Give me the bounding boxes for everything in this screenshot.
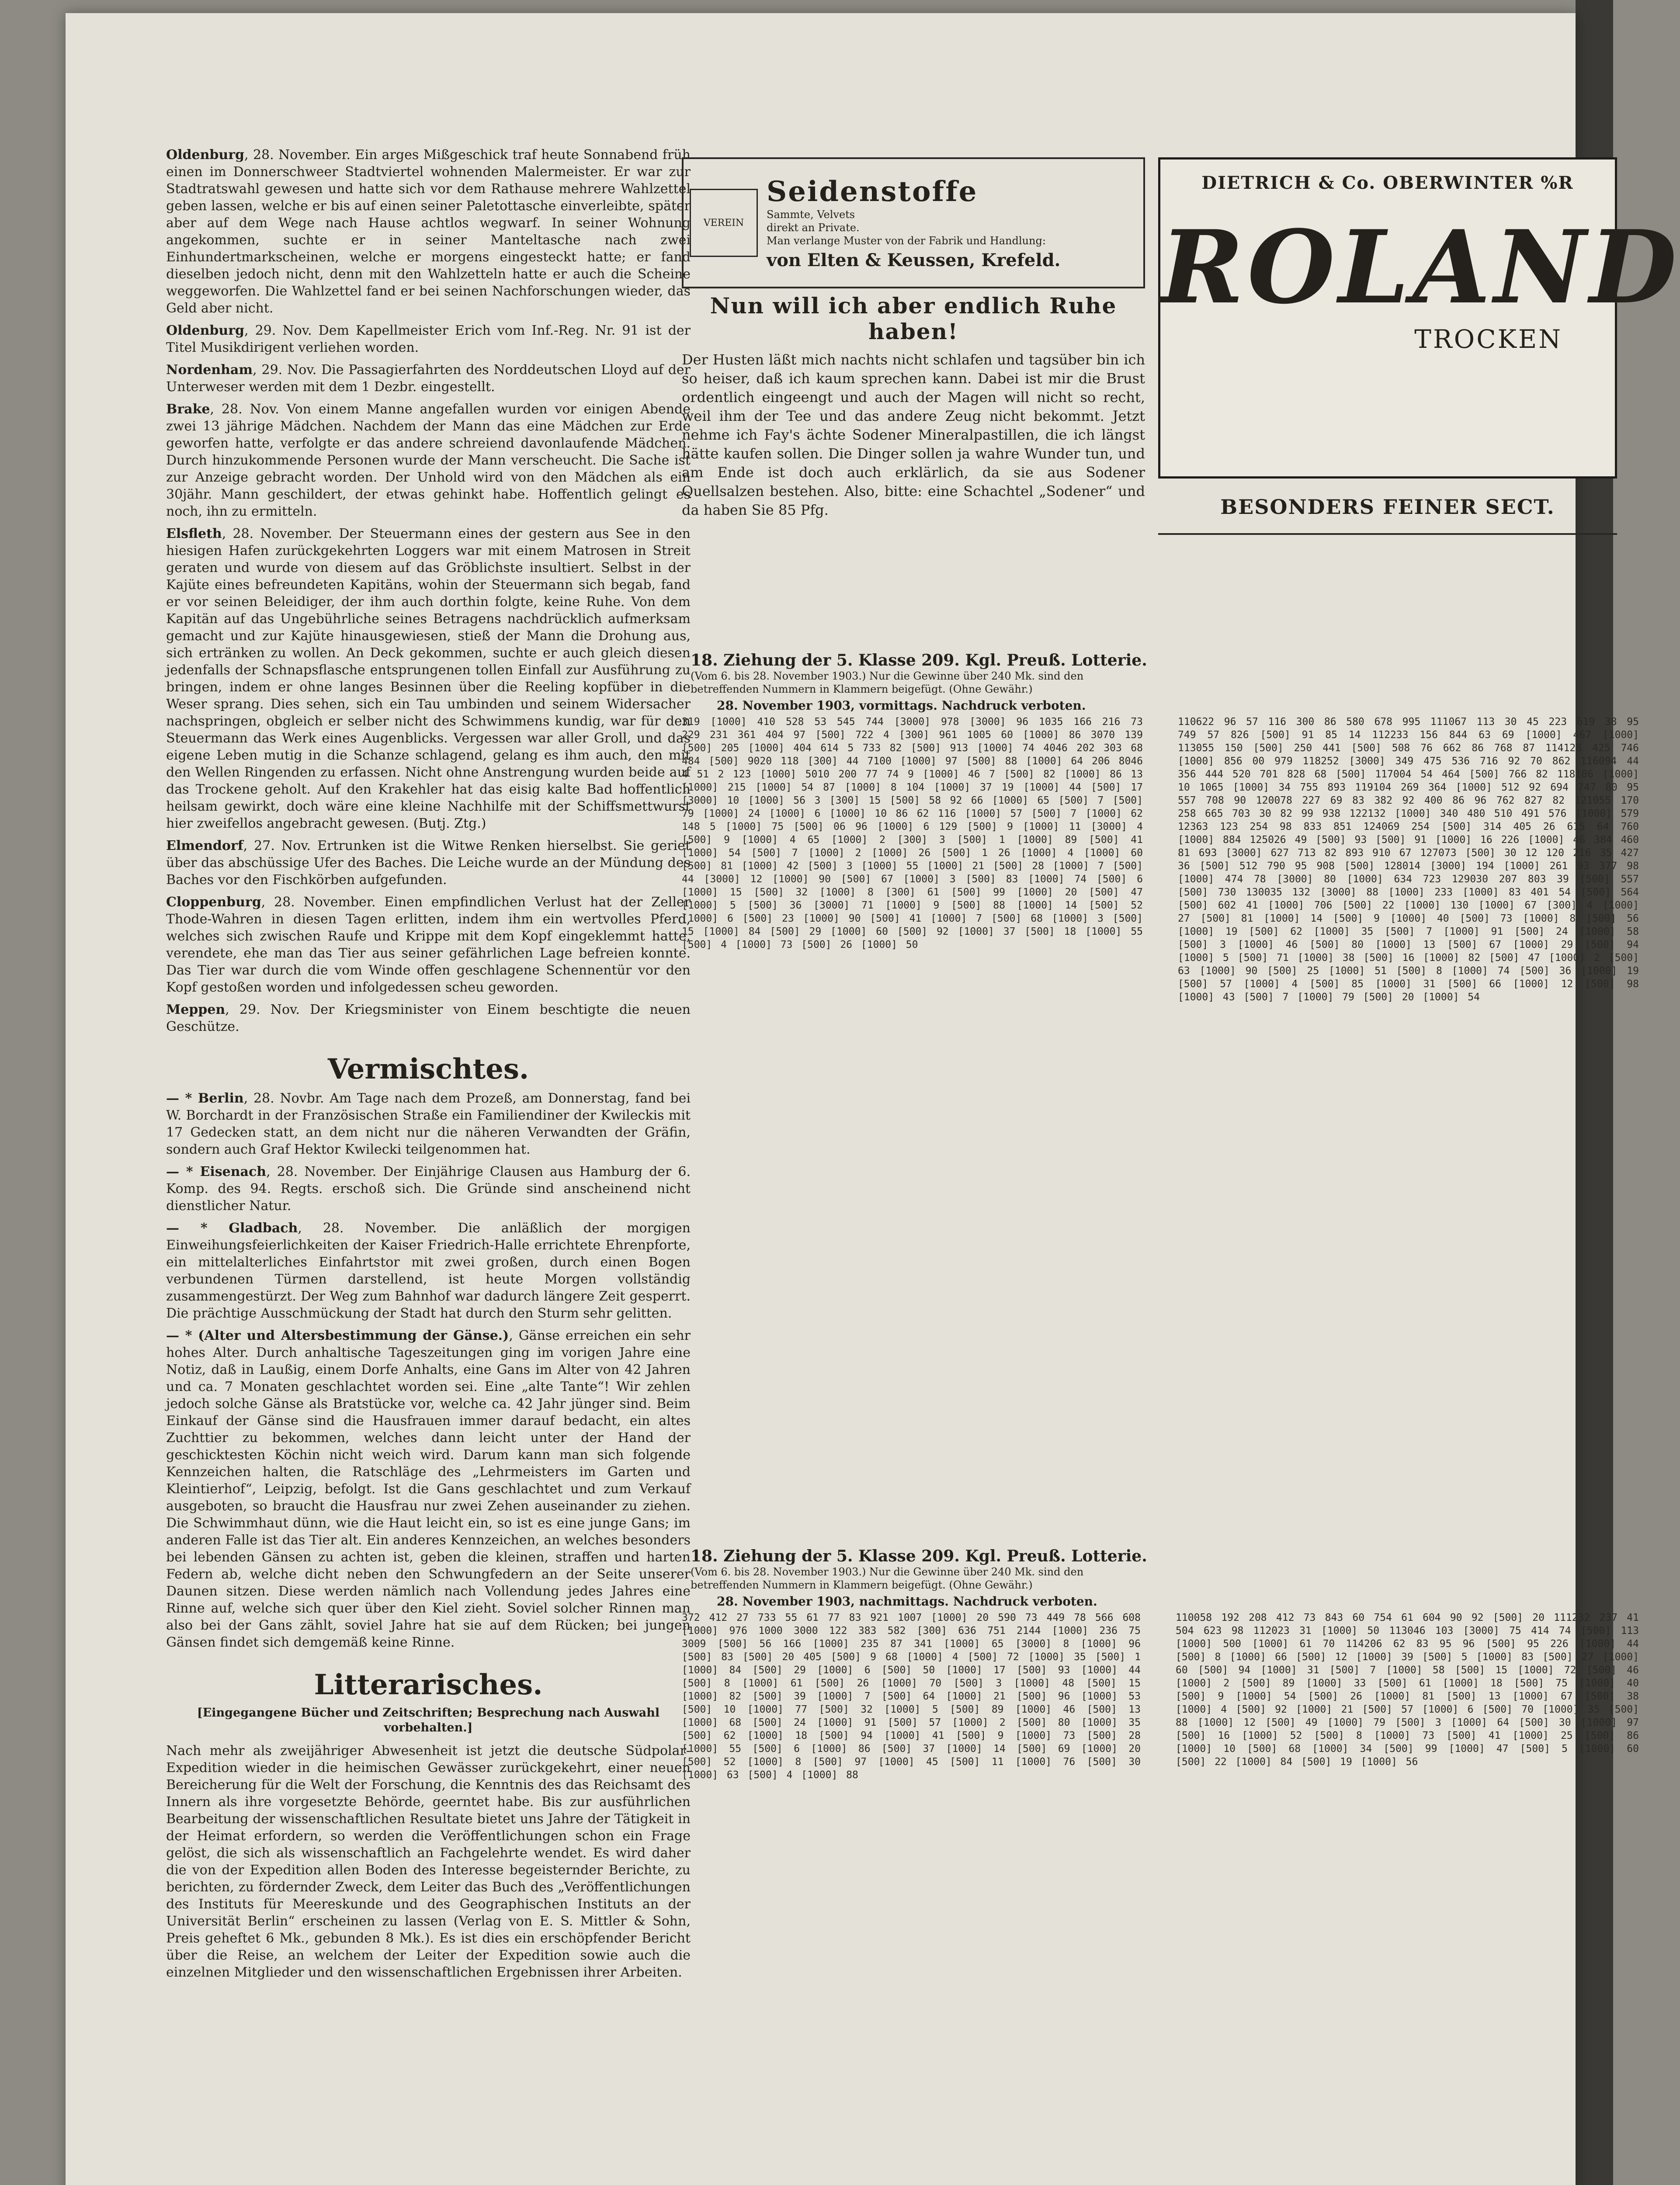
- news-item: Nordenham, 29. Nov. Die Passagierfahrten des Norddeutschen Lloyd auf der Unterweser werden mit dem 1 Dezbr. eingestellt.: [166, 362, 691, 395]
- lottery-morning-numbers-left: 319 [1000] 410 528 53 545 744 [3000] 978 [3000] 96 1035 166 216 73 229 231 361 404 97 [500] 722 4 [300] 961 1005 60 [1000] 86 3070 139 [500] 205 [1000] 404 614 5 733 82 [500] 913 [1000] 74 4046 202 303 68 484 [500] 9020 118 [300] 44 7100 [1000] 97 [500] 88 [1000] 64 206 8046 4 51 2 123 [1000] 5010 200 77 74 9 [1000] 46 7 [500] 82 [1000] 86 13 [1000] 215 [1000] 54 87 [1000] 8 104 [1000] 37 19 [1000] 44 [500] 17 [3000] 10 [1000] 56 3 [300] 15 [500] 58 92 66 [1000] 65 [500] 7 [500] 79 [1000] 24 [1000] 6 [1000] 10 86 62 116 [1000] 57 [500] 7 [1000] 62 148 5 [1000] 75 [500] 06 96 [1000] 6 129 [500] 9 [1000] 11 [3000] 4 [500] 9 [1000] 4 65 [1000] 2 [300] 3 [500] 1 [1000] 89 [500] 41 [1000] 54 [500] 7 [1000] 2 [1000] 26 [500] 1 26 [1000] 4 [1000] 60 [500] 81 [1000] 42 [500] 3 [1000] 55 [1000] 21 [500] 28 [1000] 7 [500] 44 [3000] 12 [1000] 90 [500] 67 [1000] 3 [500] 83 [1000] 74 [500] 6 [1000] 15 [500] 32 [1000] 8 [300] 61 [500] 99 [1000] 20 [500] 47 [1000] 5 [500] 36 [3000] 71 [1000] 9 [500] 88 [1000] 14 [500] 52 [1000] 6 [500] 23 [1000] 90 [500] 41 [1000] 7 [500] 68 [1000] 3 [500] 15 [1000] 84 [500] 29 [1000] 60 [500] 92 [1000] 37 [500] 18 [1000] 55 [500] 4 [1000] 73 [500] 26 [1000] 50: [682, 716, 1143, 950]
- roland-top: DIETRICH & Co. OBERWINTER %R: [1201, 173, 1574, 193]
- news-item: — * (Alter und Altersbestimmung der Gänse.), Gänse erreichen ein sehr hohes Alter. Durch anhaltische Tageszeitungen ging im vorigen Jahre eine Notiz, daß in Laußig, einem Dorfe Anhalts, eine Gans im Alter von 42 Jahren und ca. 7 Monaten geschlachtet worden sei. Eine „alte Tante“! Wir zehlen jedoch solche Gänse als Bratstücke vor, welche ca. 42 Jahr jünger sind. Beim Einkauf der Gänse sind die Hausfrauen immer darauf bedacht, ein altes Zuchttier zu bekommen, welches dann leicht unter der Hand der geschicktesten Köchin nicht weich wird. Darum kann man sich folgende Kennzeichen halten, die Ratschläge des „Lehrmeisters im Garten und Kleintierhof“, Leipzig, befolgt. Ist die Gans geschlachtet und zum Verkauf ausgeboten, so braucht die Hausfrau nur zwei Zehen auseinander zu ziehen. Die Schwimmhaut dünn, wie die Haut leicht ein, so ist es eine junge Gans; im anderen Falle ist das Tier alt. Ein anderes Kennzeichen, an welches besonders bei lebenden Gänsen zu achten ist, geben die kleinen, straffen und harten Federn ab, welche dicht neben den Schwungfedern an der Seite unserer Daunen sitzen. Diese werden nämlich nach Vollendung jedes Jahres eine Rinne auf, welche sich quer über den Kiel zieht. Soviel solcher Rinnen man also bei der Gans zählt, soviel Jahre hat sie auf dem Rücken; bei jungen Gänsen findet sich demgemäß keine Rinne.: [166, 1328, 691, 1650]
- news-place: Elsfleth: [166, 526, 222, 541]
- news-text: 28. November. Der Steuermann eines der gestern aus See in den hiesigen Hafen zurückgekehrten Loggers war mit einem Matrosen in Streit geraten und wurde von diesem auf das Gröblichste insultiert. Selbst in der Kajüte eines befreundeten Kapitäns, wohin der Steuermann sich begab, fand er vor seinen Beleidiger, der ihm auch dorthin folgte, keine Ruhe. Von dem Kapitän auf das Ungebührliche seines Betragens nachdrücklich aufmerksam gemacht und zur Kajüte hinausgewiesen, stieß der Mann die Drohung aus, sich ertränken zu wollen. An Deck gekommen, suchte er auch gleich diesen jedenfalls der Schnapsflasche entsprungenen tollen Einfall zur Ausführung zu bringen, indem er ohne langes Besinnen über die Reeling kopfüber in die Weser sprang. Dies sehen, sich ein Tau umbinden und seinem Widersacher nachspringen, obgleich er selber nicht des Schwimmens kundig, war für den Steuermann das Werk eines Augenblicks. Vergessen war aller Groll, und das eigene Leben mutig in die Schanze schlagend, gelang es ihm auch, den mit den Wellen Ringenden zu erfassen. Nicht ohne Anstrengung wurden beide auf das Trockene geholt. Auf den Krakehler hat das eisig kalte Bad hoffentlich heilsam gewirkt, doch wäre eine kleine Nachhilfe mit der Schiffsmettwurst hier zweifellos angebracht gewesen. (Butj. Ztg.): [166, 526, 691, 831]
- litterarisches-subheading: [Eingegangene Bücher und Zeitschriften; Besprechung nach Auswahl vorbehalten.]: [197, 1706, 660, 1734]
- news-text: 27. Nov. Ertrunken ist die Witwe Renken hierselbst. Sie geriet über das abschüssige Ufer des Baches. Die Leiche wurde an der Mündung des Baches vor den Fischkörben aufgefunden.: [166, 838, 691, 888]
- lottery-afternoon-numbers-right: 110058 192 208 412 73 843 60 754 61 604 90 92 [500] 20 111232 237 41 504 623 98 112023 31 [1000] 50 113046 103 [3000] 75 414 74 [500] 113 [1000] 500 [1000] 61 70 114206 62 83 95 96 [500] 95 226 [1000] 44 [500] 8 [1000] 66 [500] 12 [1000] 39 [500] 5 [1000] 83 [500] 27 [1000] 60 [500] 94 [1000] 31 [500] 7 [1000] 58 [500] 15 [1000] 72 [500] 46 [1000] 2 [500] 89 [1000] 33 [500] 61 [1000] 18 [500] 75 [1000] 40 [500] 9 [1000] 54 [500] 26 [1000] 81 [500] 13 [1000] 67 [500] 38 [1000] 4 [500] 92 [1000] 21 [500] 57 [1000] 6 [500] 70 [1000] 35 [500] 88 [1000] 12 [500] 49 [1000] 79 [500] 3 [1000] 64 [500] 30 [1000] 97 [500] 16 [1000] 52 [500] 8 [1000] 73 [500] 41 [1000] 25 [500] 86 [1000] 10 [500] 68 [1000] 34 [500] 99 [1000] 47 [500] 5 [1000] 60 [500] 22 [1000] 84 [500] 19 [1000] 56: [1176, 1612, 1639, 1768]
- news-text: Gänse erreichen ein sehr hohes Alter. Durch anhaltische Tageszeitungen ging im vorigen Jahre eine Notiz, daß in Laußig, einem Dorfe Anhalts, eine Gans im Alter von 42 Jahren und ca. 7 Monaten geschlachtet worden sei. Eine „alte Tante“! Wir zehlen jedoch solche Gänse als Bratstücke vor, welche ca. 42 Jahr jünger sind. Beim Einkauf der Gänse sind die Hausfrauen immer darauf bedacht, ein altes Zuchttier zu bekommen, welches dann leicht unter der Hand der geschicktesten Köchin nicht weich wird. Darum kann man sich folgende Kennzeichen halten, die Ratschläge des „Lehrmeisters im Garten und Kleintierhof“, Leipzig, befolgt. Ist die Gans geschlachtet und zum Verkauf ausgeboten, so braucht die Hausfrau nur zwei Zehen auseinander zu ziehen. Die Schwimmhaut dünn, wie die Haut leicht ein, so ist es eine junge Gans; im anderen Falle ist das Tier alt. Ein anderes Kennzeichen, an welches besonders bei lebenden Gänsen zu achten ist, geben die kleinen, straffen und harten Federn ab, welche dicht neben den Schwungfedern an der Seite unserer Daunen sitzen. Diese werden nämlich nach Vollendung jedes Jahres eine Rinne auf, welche sich quer über den Kiel zieht. Soviel solcher Rinnen man also bei der Gans zählt, soviel Jahre hat sie auf dem Rücken; bei jungen Gänsen findet sich demgemäß keine Rinne.: [166, 1328, 691, 1650]
- section-heading-litterarisches: Litterarisches.: [314, 1668, 543, 1701]
- news-text: 28. November. Ein arges Mißgeschick traf heute Sonnabend früh einen im Donnerschweer Stadtviertel wohnenden Malermeister. Er war zur Stadtratswahl gewesen und hatte sich vor dem Rathause mehrere Wahlzettel geben lassen, welche er bis auf einen seiner Paletottasche einverleibte, später aber auf dem Wege nach Hause achtlos wegwarf. In seiner Wohnung angekommen, suchte er in seiner Manteltasche nach zwei Einhundertmarkscheinen, welche er morgens eingesteckt hatte; er fand dieselben jedoch nicht, denn mit den Wahlzetteln hatte er auch die Scheine weggeworfen. Die Wahlzettel fand er bei seinen Nachforschungen wieder, das Geld aber nicht.: [166, 147, 691, 316]
- news-place: — * Berlin: [166, 1091, 244, 1106]
- news-text: 29. Nov. Der Kriegsminister von Einem beschtigte die neuen Geschütze.: [166, 1002, 691, 1034]
- news-text: 29. Nov. Dem Kapellmeister Erich vom Inf.-Reg. Nr. 91 ist der Titel Musikdirigent verliehen worden.: [166, 323, 691, 355]
- lottery-afternoon-note: (Vom 6. bis 28. November 1903.) Nur die Gewinne über 240 Mk. sind den betreffenden Nummern in Klammern beigefügt. (Ohne Gewähr.): [691, 1566, 1084, 1591]
- news-text: 29. Nov. Die Passagierfahrten des Norddeutschen Lloyd auf der Unterweser werden mit dem 1 Dezbr. eingestellt.: [166, 362, 691, 395]
- roland-brand: ROLAND: [1160, 208, 1680, 326]
- news-item: Elsfleth, 28. November. Der Steuermann eines der gestern aus See in den hiesigen Hafen zurückgekehrten Loggers war mit einem Matrosen in Streit geraten und wurde von diesem auf das Gröblichste insultiert. Selbst in der Kajüte eines befreundeten Kapitäns, wohin der Steuermann sich begab, fand er vor seinen Beleidiger, der ihm auch dorthin folgte, keine Ruhe. Von dem Kapitän auf das Ungebührliche seines Betragens nachdrücklich aufmerksam gemacht und zur Kajüte hinausgewiesen, stieß der Mann die Drohung aus, sich ertränken zu wollen. An Deck gekommen, suchte er auch gleich diesen jedenfalls der Schnapsflasche entsprungenen tollen Einfall zur Ausführung zu bringen, indem er ohne langes Besinnen über die Reeling kopfüber in die Weser sprang. Dies sehen, sich ein Tau umbinden und seinem Widersacher nachspringen, obgleich er selber nicht des Schwimmens kundig, war für den Steuermann das Werk eines Augenblicks. Vergessen war aller Groll, und das eigene Leben mutig in die Schanze schlagend, gelang es ihm auch, den mit den Wellen Ringenden zu erfassen. Nicht ohne Anstrengung wurden beide auf das Trockene geholt. Auf den Krakehler hat das eisig kalte Bad hoffentlich heilsam gewirkt, doch wäre eine kleine Nachhilfe mit der Schiffsmettwurst hier zweifellos angebracht gewesen. (Butj. Ztg.): [166, 526, 691, 831]
- left-column: [166, 146, 691, 2185]
- vermischtes-section: [166, 1053, 691, 1651]
- news-item: Elmendorf, 27. Nov. Ertrunken ist die Witwe Renken hierselbst. Sie geriet über das abschüssige Ufer des Baches. Die Leiche wurde an der Mündung des Baches vor den Fischkörben aufgefunden.: [166, 838, 691, 888]
- seide-ad-text: [767, 175, 1060, 271]
- logo-text: VEREIN: [703, 217, 744, 229]
- news-place: Elmendorf: [166, 838, 243, 853]
- news-place: Oldenburg: [166, 323, 244, 338]
- sodener-heading: Nun will ich aber endlich Ruhe haben!: [710, 293, 1117, 344]
- right-column: [1141, 157, 1680, 2185]
- sodener-ad: [682, 293, 1145, 638]
- roland-ad: [1158, 157, 1680, 479]
- lottery-morning-note: (Vom 6. bis 28. November 1903.) Nur die Gewinne über 240 Mk. sind den betreffenden Nummern in Klammern beigefügt. (Ohne Gewähr.): [691, 670, 1084, 695]
- news-place: Nordenham: [166, 362, 253, 378]
- news-item: Oldenburg, 29. Nov. Dem Kapellmeister Erich vom Inf.-Reg. Nr. 91 ist der Titel Musikdirigent verliehen worden.: [166, 323, 691, 355]
- news-text: 28. Novbr. Am Tage nach dem Prozeß, am Donnerstag, fand bei W. Borchardt in der Französischen Straße ein Familiendiner der Kwileckis mit 17 Gedecken statt, an dem nicht nur die näheren Verwandten der Gräfin, sondern auch Graf Hektor Kwilecki teilgenommen hat.: [166, 1091, 691, 1157]
- seide-firm: von Elten & Keussen, Krefeld.: [767, 250, 1061, 271]
- news-place: — * Eisenach: [166, 1164, 267, 1179]
- news-place: — * (Alter und Altersbestimmung der Gänse.): [166, 1328, 509, 1343]
- news-item: Oldenburg, 28. November. Ein arges Mißgeschick traf heute Sonnabend früh einen im Donnerschweer Stadtviertel wohnenden Malermeister. Er war zur Stadtratswahl gewesen und hatte sich vor dem Rathause mehrere Wahlzettel geben lassen, welche er bis auf einen seiner Paletottasche einverleibte, später aber auf dem Wege nach Hause achtlos wegwarf. In seiner Wohnung angekommen, suchte er in seiner Manteltasche nach zwei Einhundertmarkscheinen, welche er morgens eingesteckt hatte; er fand dieselben jedoch nicht, denn mit den Wahlzetteln hatte er auch die Scheine weggeworfen. Die Wahlzettel fand er bei seinen Nachforschungen wieder, das Geld aber nicht.: [166, 147, 691, 316]
- seide-line3: Man verlange Muster von der Fabrik und Handlung:: [767, 235, 1046, 247]
- lottery-afternoon-date: 28. November 1903, nachmittags. Nachdruck verboten.: [717, 1594, 1097, 1609]
- litterarisches-section: [166, 1668, 691, 1981]
- news-item: — * Eisenach, 28. November. Der Einjährige Clausen aus Hamburg der 6. Komp. des 94. Regts. erschoß sich. Die Gründe sind anscheinend nicht dienstlicher Natur.: [166, 1164, 691, 1214]
- news-text: 28. Nov. Von einem Manne angefallen wurden vor einigen Abende zwei 13 jährige Mädchen. Nachdem der Mann das eine Mädchen zur Erde geworfen hatte, verfolgte er das andere schreiend davonlaufende Mädchen. Durch hinzukommende Personen wurde der Mann verscheucht. Die Sache ist zur Anzeige gebracht worden. Der Unhold wird von den Mädchen als ein 30jähr. Mann geschildert, der etwas gehinkt habe. Hoffentlich gelingt es noch, ihn zu ermitteln.: [166, 402, 691, 519]
- news-place: Cloppenburg: [166, 895, 261, 910]
- news-item: — * Gladbach, 28. November. Die anläßlich der morgigen Einweihungsfeierlichkeiten der Kaiser Friedrich-Halle errichtete Ehrenpforte, ein mittelalterliches Einfahrtstor mit zwei großen, durch einen Bogen verbundenen Türmen darstellend, ist heute Morgen vollständig zusammengestürzt. Der Weg zum Bahnhof war dadurch längere Zeit gesperrt. Die prächtige Ausschmückung der Stadt hat durch den Sturm sehr gelitten.: [166, 1221, 691, 1321]
- seidenstoffe-ad: [682, 157, 1145, 288]
- news-text: 28. November. Einen empfindlichen Verlust hat der Zeller Thode-Wahren in diesen Tagen erlitten, indem ihm ein wertvolles Pferd, welches sich zwischen Raufe und Krippe mit dem Kopf eingeklemmt hatte, verendete, ehe man das Tier aus seiner gefährlichen Lage befreien konnte. Das Tier war durch die vom Winde offen geschlagene Schennentür vor den Kopf gestoßen worden und infolgedessen scheu geworden.: [166, 895, 691, 995]
- lottery-morning-heading: 18. Ziehung der 5. Klasse 209. Kgl. Preuß. Lotterie.: [691, 651, 1147, 669]
- news-item: Cloppenburg, 28. November. Einen empfindlichen Verlust hat der Zeller Thode-Wahren in diesen Tagen erlitten, indem ihm ein wertvolles Pferd, welches sich zwischen Raufe und Krippe mit dem Kopf eingeklemmt hatte, verendete, ehe man das Tier aus seiner gefährlichen Lage befreien konnte. Das Tier war durch die vom Winde offen geschlagene Schennentür vor den Kopf gestoßen worden und infolgedessen scheu geworden.: [166, 895, 691, 995]
- vermischtes-list: [166, 1090, 691, 1651]
- section-heading-vermischtes: Vermischtes.: [327, 1053, 529, 1086]
- lottery-afternoon-heading: 18. Ziehung der 5. Klasse 209. Kgl. Preuß. Lotterie.: [691, 1547, 1147, 1565]
- news-item: Meppen, 29. Nov. Der Kriegsminister von Einem beschtigte die neuen Geschütze.: [166, 1002, 691, 1034]
- news-place: Brake: [166, 402, 210, 417]
- seide-line2: direkt an Private.: [767, 222, 860, 234]
- news-list: [166, 146, 691, 1035]
- sodener-text: Der Husten läßt mich nachts nicht schlafen und tagsüber bin ich so heiser, daß ich kaum sprechen kann. Dabei ist mir die Brust ordentlich eingeengt und auch der Magen will nicht so recht, weil ihm der Tee und das andere Zeug nicht bekommt. Jetzt nehme ich Fay's ächte Sodener Mineralpastillen, die ich längst hätte kaufen sollen. Die Dinger sollen ja wahre Wunder tun, und am Ende ist doch auch erklärlich, da sie aus Sodener Quellsalzen bestehen. Also, bitte: eine Schachtel „Sodener“ und da haben Sie 85 Pfg.: [682, 351, 1145, 518]
- news-place: — * Gladbach: [166, 1221, 298, 1236]
- lottery-afternoon-numbers-left: 372 412 27 733 55 61 77 83 921 1007 [1000] 20 590 73 449 78 566 608 [1000] 976 1000 3000 122 383 582 [300] 636 751 2144 [1000] 236 75 3009 [500] 56 166 [1000] 235 87 341 [1000] 65 [3000] 8 [1000] 96 [500] 83 [500] 20 405 [500] 9 68 [1000] 4 [500] 72 [1000] 35 [500] 1 [1000] 84 [500] 29 [1000] 6 [500] 50 [1000] 17 [500] 93 [1000] 44 [500] 8 [1000] 61 [500] 26 [1000] 70 [500] 3 [1000] 48 [500] 15 [1000] 82 [500] 39 [1000] 7 [500] 64 [1000] 21 [500] 96 [1000] 53 [500] 10 [1000] 77 [500] 32 [1000] 5 [500] 89 [1000] 46 [500] 13 [1000] 68 [500] 24 [1000] 91 [500] 57 [1000] 2 [500] 80 [1000] 35 [500] 62 [1000] 18 [500] 94 [1000] 41 [500] 9 [1000] 73 [500] 28 [1000] 55 [500] 6 [1000] 86 [500] 37 [1000] 14 [500] 69 [1000] 20 [500] 52 [1000] 8 [500] 97 [1000] 45 [500] 11 [1000] 76 [500] 30 [1000] 63 [500] 4 [1000] 88: [682, 1612, 1141, 1781]
- lottery-morning-date: 28. November 1903, vormittags. Nachdruck verboten.: [717, 698, 1086, 713]
- roland-caption: BESONDERS FEINER SECT.: [1158, 481, 1617, 535]
- news-text: 28. November. Der Einjährige Clausen aus Hamburg der 6. Komp. des 94. Regts. erschoß sich. Die Gründe sind anscheinend nicht dienstlicher Natur.: [166, 1164, 691, 1214]
- news-place: Meppen: [166, 1002, 226, 1017]
- news-place: Oldenburg: [166, 147, 244, 163]
- newspaper-page: [66, 13, 1680, 2185]
- crown-logo-icon: [690, 189, 758, 257]
- litterarisches-text: Nach mehr als zweijähriger Abwesenheit ist jetzt die deutsche Südpolar-Expedition wieder in die heimischen Gewässer zurückgekehrt, einer neuen Bereicherung für die Welt der Forschung, die Kenntnis des das Reichsamt des Innern als ihre vorgesetzte Behörde, geerntet habe. Bis zur ausführlichen Bearbeitung der wissenschaftlichen Resultate bietet uns Jahre der Tätigkeit in der Heimat erfordern, so werden die Veröffentlichungen schon ein Frage gelöst, die sich als wissenschaftlich an Fachgelehrte wendet. Es wird daher die von der Expedition allen Boden des Interesse begeisternder Berichte, zu berichten, zu fördernder Zweck, dem Leiter das Buch des „Veröffentlichungen des Instituts für Meereskunde und des Geographischen Instituts an der Universität Berlin“ erscheinen zu lassen (Verlag von E. S. Mittler & Sohn, Preis geheftet 6 Mk., gebunden 8 Mk.). Es ist dies ein erschöpfender Bericht über die Reise, an welchem der Leiter der Expedition sowie auch die einzelnen Mitglieder und den wissenschaftlichen Ergebnissen ihrer Arbeiten.: [166, 1743, 691, 1980]
- roland-sub: TROCKEN: [1414, 324, 1562, 354]
- news-item: Brake, 28. Nov. Von einem Manne angefallen wurden vor einigen Abende zwei 13 jährige Mädchen. Nachdem der Mann das eine Mädchen zur Erde geworfen hatte, verfolgte er das andere schreiend davonlaufende Mädchen. Durch hinzukommende Personen wurde der Mann verscheucht. Die Sache ist zur Anzeige gebracht worden. Der Unhold wird von den Mädchen als ein 30jähr. Mann geschildert, der etwas gehinkt habe. Hoffentlich gelingt es noch, ihn zu ermitteln.: [166, 402, 691, 519]
- lottery-morning-numbers-right: 110622 96 57 116 300 86 580 678 995 111067 113 30 45 223 619 38 95 749 57 826 [500] 91 85 14 112233 156 844 63 69 [1000] 467 [1000] 113055 150 [500] 250 441 [500] 508 76 662 86 768 87 114128 425 746 [1000] 856 00 979 118252 [3000] 349 475 536 716 92 70 862 116094 44 356 444 520 701 828 68 [500] 117004 54 464 [500] 766 82 118106 [1000] 10 1065 [1000] 34 755 893 119104 269 364 [1000] 512 92 694 747 80 95 557 708 90 120078 227 69 83 382 92 400 86 96 762 827 82 121055 170 258 665 703 30 82 99 938 122132 [1000] 340 480 510 491 576 [1000] 579 12363 123 254 98 833 851 124069 254 [500] 314 405 26 615 64 760 [1000] 884 125026 49 [500] 93 [500] 91 [1000] 16 226 [1000] 46 384 460 81 693 [3000] 627 713 82 893 910 67 127073 [500] 30 12 120 216 35 427 36 [500] 512 790 95 908 [500] 128014 [3000] 194 [1000] 261 93 377 98 [1000] 474 78 [3000] 80 [1000] 634 723 129030 207 803 39 [500] 557 [500] 730 130035 132 [3000] 88 [1000] 233 [1000] 83 401 54 [500] 564 [500] 602 41 [1000] 706 [500] 22 [1000] 130 [1000] 67 [300] 4 [1000] 27 [500] 81 [1000] 14 [500] 9 [1000] 40 [500] 73 [1000] 8 [500] 56 [1000] 19 [500] 62 [1000] 35 [500] 7 [1000] 91 [500] 24 [1000] 58 [500] 3 [1000] 46 [500] 80 [1000] 13 [500] 67 [1000] 29 [500] 94 [1000] 5 [500] 71 [1000] 38 [500] 16 [1000] 82 [500] 47 [1000] 2 [500] 63 [1000] 90 [500] 25 [1000] 51 [500] 8 [1000] 74 [500] 36 [1000] 19 [500] 57 [1000] 4 [500] 85 [1000] 31 [500] 66 [1000] 12 [500] 98 [1000] 43 [500] 7 [1000] 79 [500] 20 [1000] 54: [1178, 716, 1639, 1003]
- news-text: 28. November. Die anläßlich der morgigen Einweihungsfeierlichkeiten der Kaiser Friedrich-Halle errichtete Ehrenpforte, ein mittelalterliches Einfahrtstor mit zwei großen, durch einen Bogen verbundenen Türmen darstellend, ist heute Morgen vollständig zusammengestürzt. Der Weg zum Bahnhof war dadurch längere Zeit gesperrt. Die prächtige Ausschmückung der Stadt hat durch den Sturm sehr gelitten.: [166, 1221, 691, 1321]
- news-item: — * Berlin, 28. Novbr. Am Tage nach dem Prozeß, am Donnerstag, fand bei W. Borchardt in der Französischen Straße ein Familiendiner der Kwileckis mit 17 Gedecken statt, an dem nicht nur die näheren Verwandten der Gräfin, sondern auch Graf Hektor Kwilecki teilgenommen hat.: [166, 1091, 691, 1157]
- seide-line1: Sammte, Velvets: [767, 208, 855, 221]
- seide-title: Seidenstoffe: [767, 175, 978, 208]
